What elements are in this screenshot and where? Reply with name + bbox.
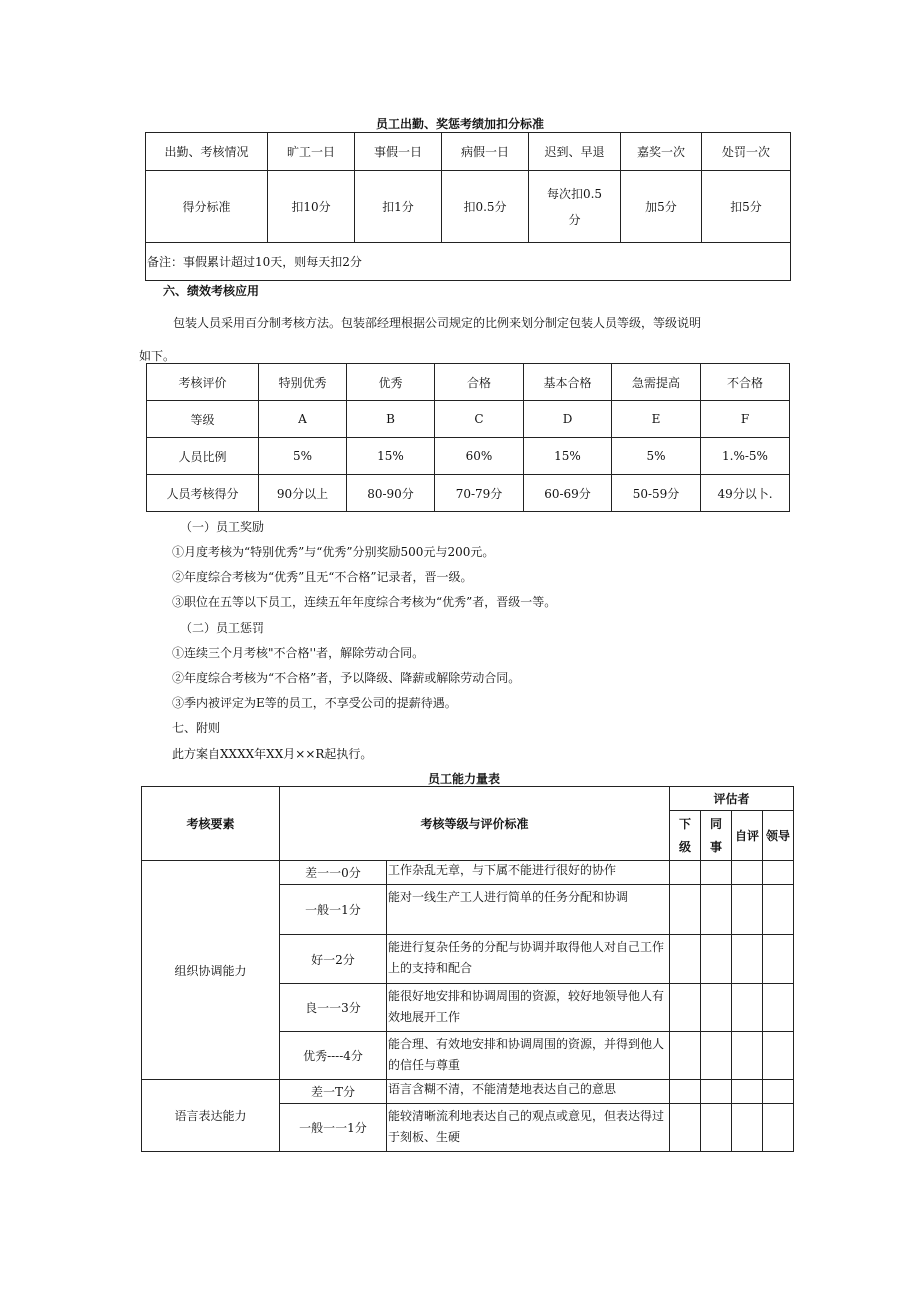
rewards-item: ②年度综合考核为“优秀”且无“不合格”记录者，晋一级。 <box>172 570 473 584</box>
t2-cell: 50-59分 <box>612 475 701 512</box>
criteria-cell: 能对一线生产工人进行简单的任务分配和协调 <box>387 885 670 935</box>
t2-cell: 基本合格 <box>524 364 612 401</box>
eval-cell <box>701 885 732 935</box>
t1-header-cell: 病假一日 <box>442 133 529 171</box>
t1-cell: 扣10分 <box>268 171 355 243</box>
eval-col-self: 自评 <box>732 811 763 861</box>
eval-cell <box>763 1032 794 1080</box>
t2-cell: 合格 <box>435 364 524 401</box>
t2-cell: 考核评价 <box>147 364 259 401</box>
t2-cell: 等级 <box>147 401 259 438</box>
section7-heading: 七、附则 <box>172 721 221 735</box>
eval-col-colleague: 同事 <box>701 811 732 861</box>
eval-cell <box>701 1080 732 1104</box>
eval-cell <box>670 1080 701 1104</box>
t2-cell: 优秀 <box>347 364 435 401</box>
section6-intro-line1: 包装人员采用百分制考核方法。包装部经理根据公司规定的比例来划分制定包装人员等级，等级说明 <box>173 316 702 330</box>
t2-cell: 5% <box>259 438 347 475</box>
eval-cell <box>670 1104 701 1152</box>
eval-cell <box>732 1032 763 1080</box>
section6-intro-line2: 如下。 <box>139 349 176 363</box>
eval-cell <box>732 1080 763 1104</box>
eval-cell <box>701 935 732 984</box>
eval-cell <box>763 1104 794 1152</box>
t2-cell: 人员比例 <box>147 438 259 475</box>
t2-cell: E <box>612 401 701 438</box>
t1-note: 备注：事假累计超过10天，则每天扣2分 <box>146 243 791 281</box>
t1-header-cell: 出勤、考核情况 <box>146 133 268 171</box>
t2-cell: 15% <box>347 438 435 475</box>
eval-cell <box>670 885 701 935</box>
t2-cell: 60-69分 <box>524 475 612 512</box>
level-cell: 好一2分 <box>280 935 387 984</box>
t2-cell: 急需提高 <box>612 364 701 401</box>
evaluators-header: 评估者 <box>670 787 794 811</box>
t2-cell: D <box>524 401 612 438</box>
t2-cell: 不合格 <box>701 364 790 401</box>
level-cell: 差一T分 <box>280 1080 387 1104</box>
criteria-cell: 能进行复杂任务的分配与协调并取得他人对自己工作上的支持和配合 <box>387 935 670 984</box>
section7-text: 此方案自XXXX年XX月××R起执行。 <box>172 747 373 761</box>
rewards-heading: （一）员工奖励 <box>180 520 265 534</box>
criteria-cell: 语言含糊不清，不能清楚地表达自己的意思 <box>387 1080 670 1104</box>
table3-title: 员工能力量表 <box>427 772 500 786</box>
t2-cell: 70-79分 <box>435 475 524 512</box>
attendance-table <box>145 132 791 281</box>
eval-cell <box>732 935 763 984</box>
t2-cell: 15% <box>524 438 612 475</box>
eval-cell <box>670 935 701 984</box>
criteria-cell: 工作杂乱无章，与下属不能进行很好的协作 <box>387 861 670 885</box>
t2-cell: 80-90分 <box>347 475 435 512</box>
t1-cell: 每次扣0.5分 <box>529 171 621 243</box>
t1-cell: 扣5分 <box>702 171 791 243</box>
level-cell: 一般一一1分 <box>280 1104 387 1152</box>
eval-cell <box>670 861 701 885</box>
col-factor-header: 考核要素 <box>142 787 280 861</box>
level-cell: 优秀----4分 <box>280 1032 387 1080</box>
eval-cell <box>732 885 763 935</box>
eval-cell <box>701 984 732 1032</box>
penalties-heading: （二）员工惩罚 <box>180 621 265 635</box>
t1-header-cell: 旷工一日 <box>268 133 355 171</box>
t2-cell: B <box>347 401 435 438</box>
level-cell: 良一一3分 <box>280 984 387 1032</box>
t1-header-cell: 嘉奖一次 <box>621 133 702 171</box>
t1-header-cell: 迟到、早退 <box>529 133 621 171</box>
eval-cell <box>732 1104 763 1152</box>
rewards-item: ③职位在五等以下员工，连续五年年度综合考核为“优秀”者，晋级一等。 <box>172 595 557 609</box>
penalties-item: ①连续三个月考核"不合格''者，解除劳动合同。 <box>172 646 425 660</box>
t2-cell: F <box>701 401 790 438</box>
eval-cell <box>763 984 794 1032</box>
eval-cell <box>763 935 794 984</box>
penalties-item: ②年度综合考核为“不合格”者，予以降级、降薪或解除劳动合同。 <box>172 671 521 685</box>
table1-title: 员工出勤、奖惩考绩加扣分标准 <box>375 117 544 131</box>
penalties-item: ③季内被评定为E等的员工，不享受公司的提薪待遇。 <box>172 696 457 710</box>
eval-cell <box>763 885 794 935</box>
t1-cell: 加5分 <box>621 171 702 243</box>
t1-header-cell: 处罚一次 <box>702 133 791 171</box>
t2-cell: 60% <box>435 438 524 475</box>
eval-col-subordinate: 下级 <box>670 811 701 861</box>
criteria-cell: 能较清晰流利地表达自己的观点或意见，但表达得过于刻板、生硬 <box>387 1104 670 1152</box>
t2-cell: 特别优秀 <box>259 364 347 401</box>
t2-cell: 5% <box>612 438 701 475</box>
eval-cell <box>701 861 732 885</box>
t1-cell: 得分标准 <box>146 171 268 243</box>
eval-cell <box>732 984 763 1032</box>
eval-cell <box>701 1032 732 1080</box>
level-cell: 一般一1分 <box>280 885 387 935</box>
criteria-cell: 能合理、有效地安排和协调周围的资源，并得到他人的信任与尊重 <box>387 1032 670 1080</box>
col-standard-header: 考核等级与评价标准 <box>280 787 670 861</box>
t2-cell: 1.%-5% <box>701 438 790 475</box>
t2-cell: 90分以上 <box>259 475 347 512</box>
t2-cell: C <box>435 401 524 438</box>
eval-cell <box>670 984 701 1032</box>
factor-organization: 组织协调能力 <box>142 861 280 1080</box>
ability-table <box>141 786 794 1152</box>
level-cell: 差一一0分 <box>280 861 387 885</box>
eval-cell <box>670 1032 701 1080</box>
t2-cell: 49分以卜. <box>701 475 790 512</box>
criteria-cell: 能很好地安排和协调周围的资源，较好地领导他人有效地展开工作 <box>387 984 670 1032</box>
t2-cell: A <box>259 401 347 438</box>
eval-cell <box>732 861 763 885</box>
eval-cell <box>763 861 794 885</box>
factor-language: 语言表达能力 <box>142 1080 280 1152</box>
t1-header-cell: 事假一日 <box>355 133 442 171</box>
section6-heading: 六、绩效考核应用 <box>163 284 260 298</box>
t1-cell: 扣0.5分 <box>442 171 529 243</box>
eval-cell <box>701 1104 732 1152</box>
t2-cell: 人员考核得分 <box>147 475 259 512</box>
t1-cell: 扣1分 <box>355 171 442 243</box>
rewards-item: ①月度考核为“特别优秀”与“优秀”分别奖励500元与200元。 <box>172 545 495 559</box>
eval-col-leader: 领导 <box>763 811 794 861</box>
eval-cell <box>763 1080 794 1104</box>
grade-table <box>146 363 790 512</box>
